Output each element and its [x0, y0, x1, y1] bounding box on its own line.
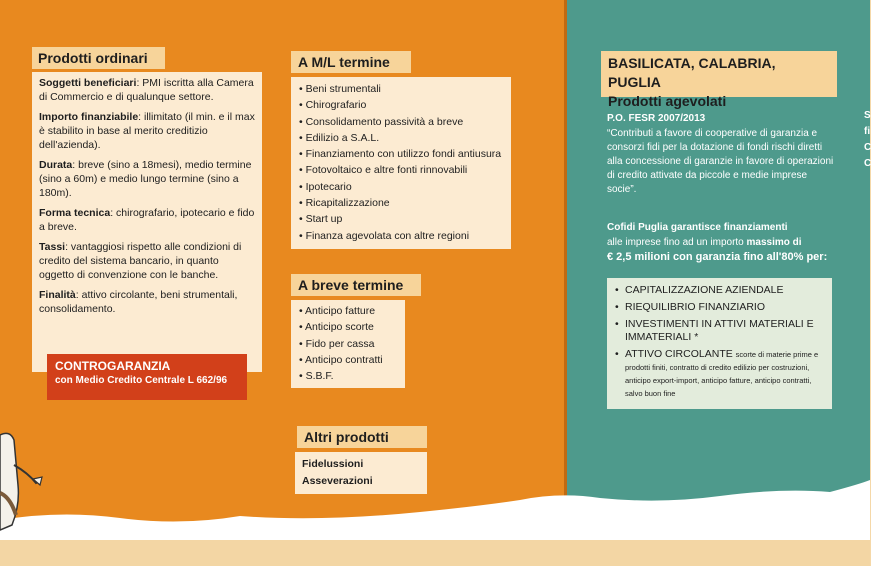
agevolati-list [607, 278, 832, 409]
ml-item: • Chirografario [299, 97, 503, 113]
ml-title: A M/L termine [291, 51, 411, 73]
altri-title: Altri prodotti [297, 426, 427, 448]
ordinari-item: Importo finanziabile: illimitato (il min. e il max è stabilito in base al merito creditizio dell'azienda). [39, 111, 255, 151]
ml-item: • Fotovoltaico e altre fonti rinnovabili [299, 162, 503, 178]
breve-item: • Anticipo scorte [299, 319, 397, 335]
ordinari-card [32, 72, 262, 372]
controgaranzia-title: CONTROGARANZIA [55, 359, 171, 373]
cofidi-bold: Cofidi Puglia garantisce finanziamenti [607, 222, 788, 233]
ml-item: • Consolidamento passività a breve [299, 114, 503, 130]
altri-item: Asseverazioni [302, 475, 373, 487]
agevolati-item: • RIEQUILIBRIO FINANZIARIO [615, 301, 824, 314]
ml-list [291, 77, 511, 249]
ml-item: • Edilizio a S.A.L. [299, 130, 503, 146]
ordinari-item: Soggetti beneficiari: PMI iscritta alla Camera di Commercio e di qualunque settore. [39, 77, 254, 103]
basilicata-title [601, 51, 837, 109]
ordinari-item: Finalità: attivo circolante, beni strumentali, consolidamento. [39, 289, 238, 315]
basilicata-title-line1: BASILICATA, CALABRIA, PUGLIA [608, 55, 776, 90]
ordinari-item: Durata: breve (sino a 18mesi), medio termine (sino a 60m) e medio lungo termine (sino a 180m). [39, 159, 252, 199]
panel-divider [564, 0, 567, 500]
cofidi-amount: € 2,5 milioni con garanzia fino all'80% per: [607, 251, 828, 263]
ml-item: • Start up [299, 211, 503, 227]
cofidi-text [607, 220, 835, 265]
snow-decoration [0, 470, 870, 540]
breve-item: • Fido per cassa [299, 336, 397, 352]
ordinari-item: Forma tecnica: chirografario, ipotecario e fido a breve. [39, 207, 255, 233]
cofidi-line: alle imprese fino ad un importo [607, 237, 747, 248]
breve-item: • Anticipo fatture [299, 303, 397, 319]
ml-item: • Beni strumentali [299, 81, 503, 97]
ml-item: • Ricapitalizzazione [299, 195, 503, 211]
ml-item: • Finanza agevolata con altre regioni [299, 228, 503, 244]
ordinari-title: Prodotti ordinari [32, 47, 165, 69]
basilicata-title-line2: Prodotti agevolati [608, 93, 727, 109]
program-label: P.O. FESR 2007/2013 [607, 113, 706, 124]
cofidi-max: massimo di [746, 237, 802, 248]
cropped-text: S fi C C [864, 110, 871, 169]
breve-item: • Anticipo contratti [299, 352, 397, 368]
ordinari-item: Tassi: vantaggiosi rispetto alle condizioni di credito del sistema bancario, in quanto oggetto di convenzione con le banche. [39, 241, 242, 281]
agevolati-item: • CAPITALIZZAZIONE AZIENDALE [615, 284, 824, 297]
breve-list [291, 300, 405, 388]
breve-item: • S.B.F. [299, 368, 397, 384]
cartoon-figure [0, 405, 45, 535]
breve-title: A breve termine [291, 274, 421, 296]
controgaranzia-subtitle: con Medio Credito Centrale L 662/96 [55, 375, 228, 386]
agevolati-item: • ATTIVO CIRCOLANTE scorte di materie prime e prodotti finiti, contratto di credito edilizio per costruzioni, anticipo export-import, anticipo fatture, anticipo contratti, salvo buon fine [615, 348, 824, 400]
agevolati-item: • INVESTIMENTI IN ATTIVI MATERIALI E IMMATERIALI * [615, 318, 824, 344]
altri-card [295, 452, 427, 494]
controgaranzia-box [47, 354, 247, 400]
agevolati-note: scorte di materie prime e prodotti finiti, contratto di credito edilizio per costruzioni, anticipo export-import, anticipo fatture, anticipo contratti, salvo buon fine [625, 350, 819, 398]
program-quote: “Contributi a favore di cooperative di garanzia e consorzi fidi per la dotazione di fondi rischi diretti alla concessione di garanzie in favore di operazioni di credito attivate da piccole e medie imprese socie”. [607, 128, 834, 195]
altri-item: Fidelussioni [302, 458, 364, 470]
ml-item: • Finanziamento con utilizzo fondi antiusura [299, 146, 503, 162]
ml-item: • Ipotecario [299, 179, 503, 195]
